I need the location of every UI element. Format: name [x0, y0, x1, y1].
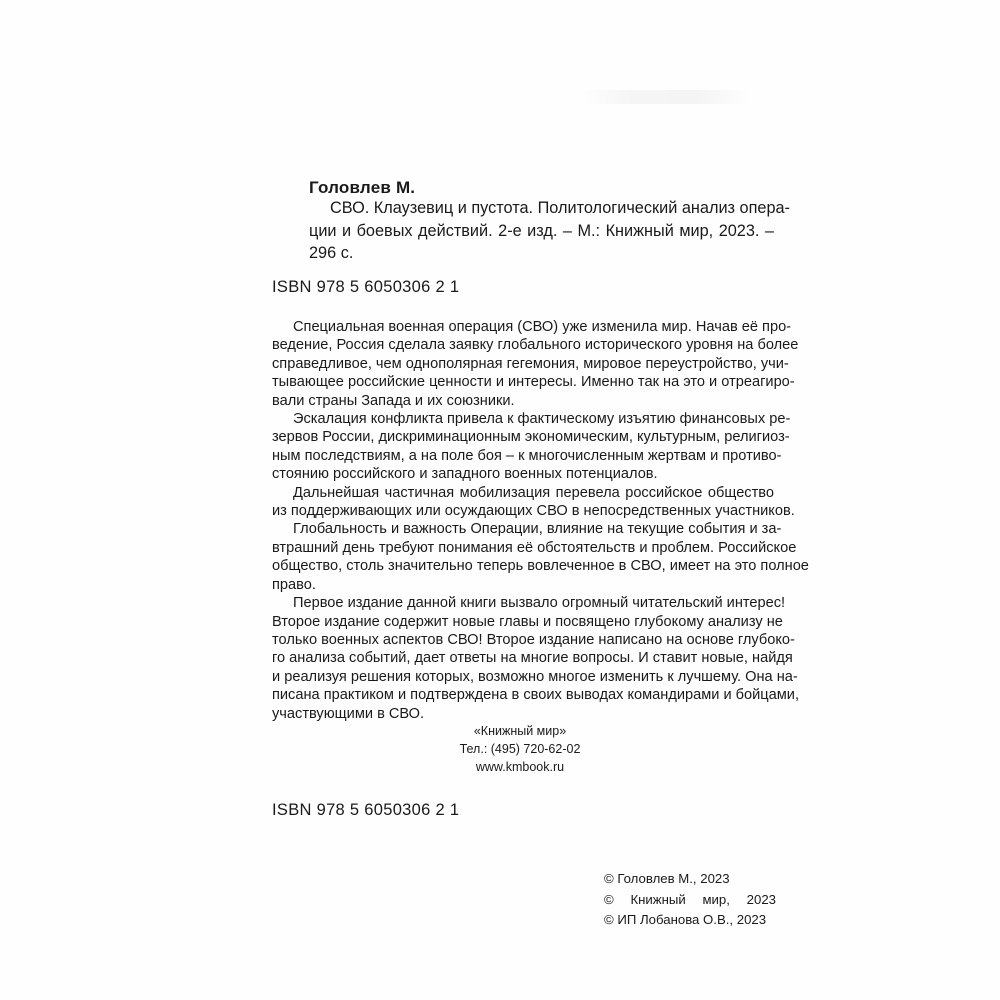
annotation-line: из поддерживающих или осуждающих СВО в непосредственных участников. — [272, 503, 795, 520]
annotation-line: Специальная военная операция (СВО) уже изменила мир. Начав её про- — [293, 319, 792, 335]
annotation-line: участвующими в СВО. — [272, 705, 425, 722]
annotation-line: вали страны Запада и их союзники. — [272, 392, 515, 409]
publisher-phone: Тел.: (495) 720-62-02 — [459, 742, 581, 756]
annotation-line: Эскалация конфликта привела к фактическому изъятию финансовых ре- — [293, 411, 791, 428]
biblio-line: СВО. Клаузевиц и пустота. Политологический анализ опера- — [330, 199, 790, 217]
biblio-line: 296 с. — [309, 244, 354, 262]
annotation-line: го анализа событий, дает ответы на многие вопросы. И ставит новые, найдя — [272, 650, 793, 667]
annotation-line: писана практиком и подтверждена в своих выводах командирами и бойцами, — [272, 687, 800, 704]
annotation-line: Первое издание данной книги вызвало огромный читательский интерес! — [293, 595, 786, 612]
annotation-text — [272, 318, 809, 723]
annotation-line: только военных аспектов СВО! Второе издание написано на основе глубоко- — [272, 631, 795, 648]
annotation-line: тывающее российские ценности и интересы. Именно так на это и отреагиро- — [272, 374, 795, 391]
bibliographic-record — [309, 197, 790, 265]
isbn-bottom: ISBN 978 5 6050306 2 1 — [272, 801, 460, 819]
publisher-info — [420, 722, 620, 776]
annotation-line: Дальнейшая частичная мобилизация перевела российское общество — [293, 484, 774, 501]
annotation-line: общество, столь значительно теперь вовлеченное в СВО, имеет на это полное — [272, 558, 809, 575]
annotation-line: стоянию российского и западного военных потенциалов. — [272, 466, 658, 483]
copyright-line: © Головлев М., 2023 — [604, 871, 730, 886]
copyright-line: © Книжный мир, 2023 — [604, 891, 776, 907]
annotation-line: Глобальность и важность Операции, влияние на текущие события и за- — [293, 521, 782, 538]
isbn-top: ISBN 978 5 6050306 2 1 — [272, 278, 460, 296]
annotation-line: право. — [272, 576, 316, 593]
annotation-line: ведение, Россия сделала заявку глобального исторического уровня на более — [272, 337, 799, 354]
annotation-line: справедливое, чем однополярная гегемония, мировое переустройство, учи- — [272, 355, 789, 372]
annotation-line: Второе издание содержит новые главы и посвящено глубокому анализу не — [272, 613, 783, 630]
annotation-line: и реализуя решения которых, возможно многое изменить к лучшему. Она на- — [272, 668, 798, 685]
annotation-line: ным последствиям, а на поле боя – к многочисленным жертвам и противо- — [272, 447, 782, 464]
author-name: Головлев М. — [309, 178, 416, 197]
publisher-website: www.kmbook.ru — [475, 760, 565, 774]
publisher-name: «Книжный мир» — [473, 724, 567, 738]
biblio-line: ции и боевых действий. 2-е изд. – М.: Книжный мир, 2023. – — [309, 221, 774, 240]
show-through-shadow — [580, 90, 750, 104]
annotation-line: зервов России, дискриминационным экономическим, культурным, религиоз- — [272, 429, 790, 446]
copyright-block — [604, 869, 776, 931]
annotation-line: втрашний день требуют понимания её обстоятельств и проблем. Российское — [272, 539, 797, 556]
copyright-line: © ИП Лобанова О.В., 2023 — [604, 912, 767, 927]
